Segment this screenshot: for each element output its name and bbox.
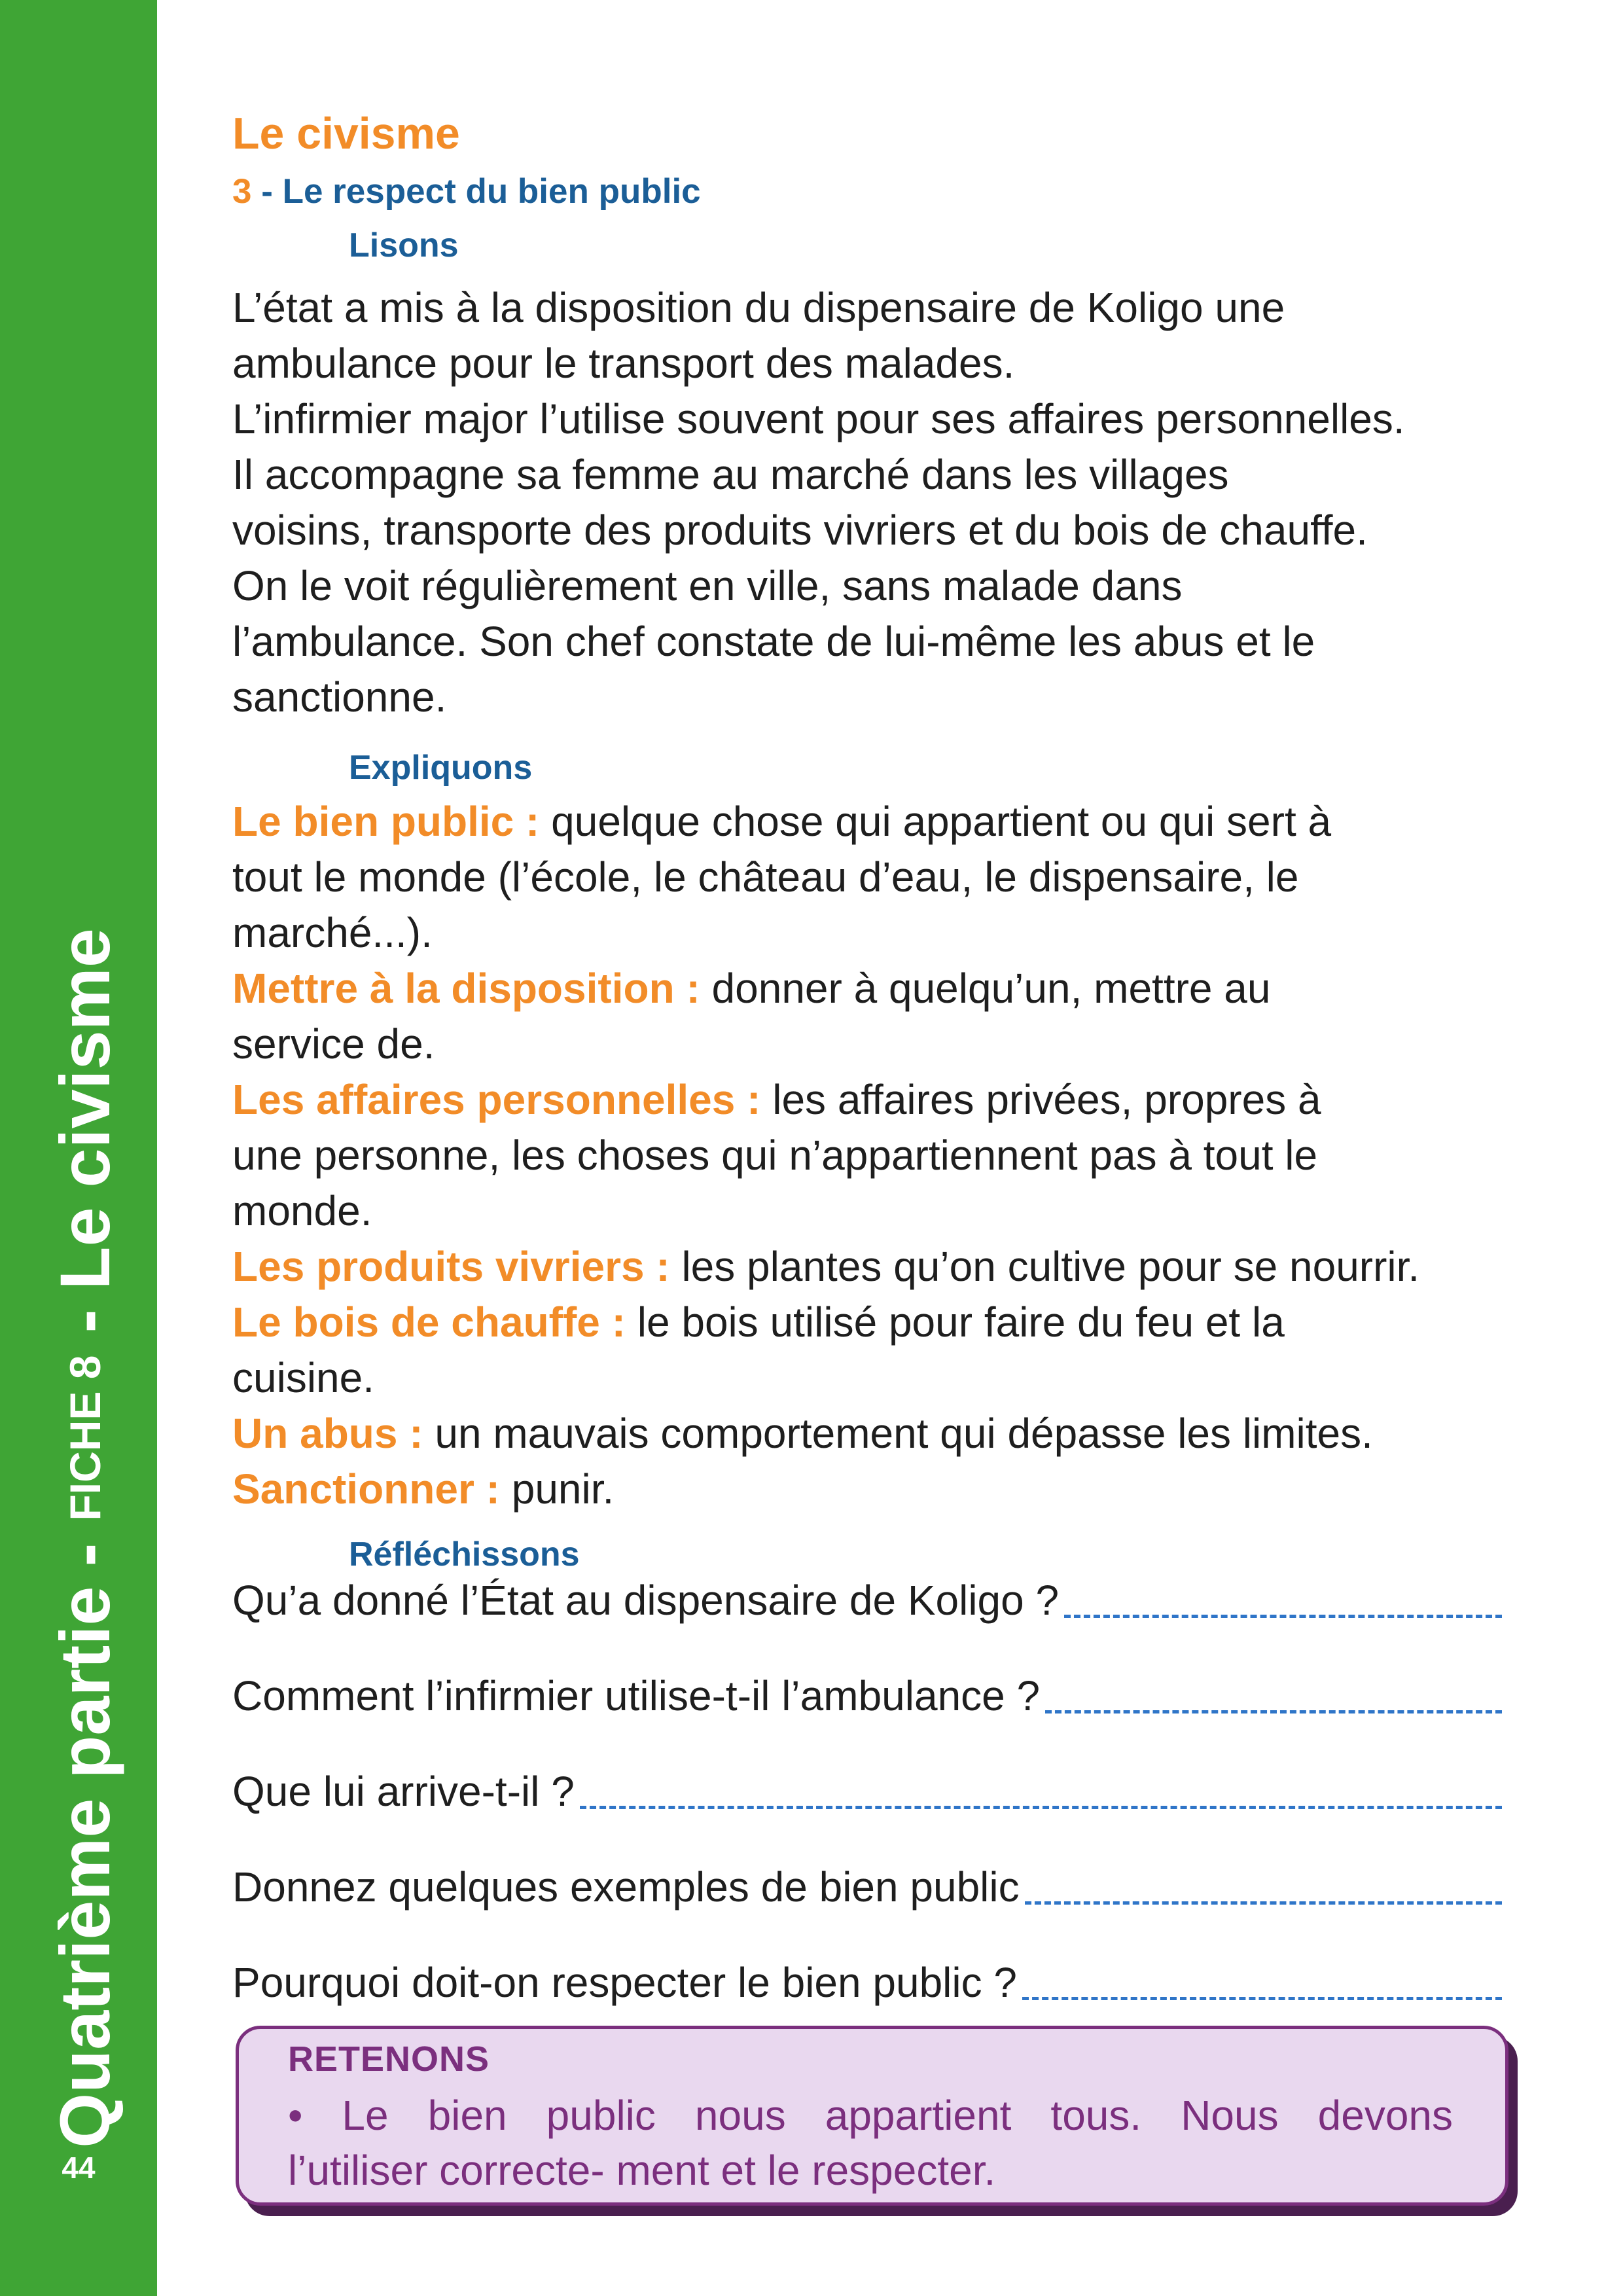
lesson-number: 3 xyxy=(232,172,252,211)
answer-line[interactable] xyxy=(1025,1901,1502,1905)
definition-text: les plantes qu’on cultive pour se nourrir. xyxy=(669,1243,1420,1290)
definition-text: le bois utilisé pour faire du feu et la xyxy=(625,1299,1285,1346)
definition-term: Le bois de chauffe : xyxy=(232,1299,626,1346)
definition-line xyxy=(232,1350,1515,1406)
expliquons-heading: Expliquons xyxy=(349,749,533,787)
lisons-line: On le voit régulièrement en ville, sans malade dans xyxy=(232,562,1183,609)
definition-text: punir. xyxy=(499,1465,615,1513)
retenons-line: • Le bien public nous appartient tous. Nous devons xyxy=(288,2092,1453,2139)
question-text: Que lui arrive-t-il ? xyxy=(232,1768,575,1815)
definition-line xyxy=(232,1295,1515,1350)
definition-line xyxy=(232,1072,1515,1128)
question-text: Qu’a donné l’État au dispensaire de Koligo ? xyxy=(232,1577,1060,1624)
answer-line[interactable] xyxy=(580,1805,1502,1809)
definition-term: Les produits vivriers : xyxy=(232,1243,670,1290)
page-title: Le civisme xyxy=(232,109,460,158)
sidebar-part: Quatrième partie - xyxy=(45,1543,124,2148)
lesson-title xyxy=(232,171,701,211)
definition-line xyxy=(232,1406,1515,1462)
definition-text: donner à quelqu’un, mettre au xyxy=(700,965,1271,1012)
sidebar-fiche: FICHE 8 xyxy=(61,1355,109,1521)
question-row xyxy=(232,1958,1502,2007)
retenons-box xyxy=(236,2026,1508,2206)
answer-line[interactable] xyxy=(1022,1996,1502,2000)
definition-line xyxy=(232,1016,1515,1072)
lisons-line: Il accompagne sa femme au marché dans les villages xyxy=(232,451,1229,498)
definition-text: quelque chose qui appartient ou qui sert à xyxy=(539,798,1332,845)
lisons-heading: Lisons xyxy=(349,226,459,264)
definition-text: tout le monde (l’école, le château d’eau, le dispensaire, le xyxy=(232,853,1299,901)
question-row xyxy=(232,1672,1502,1720)
lisons-line: L’état a mis à la disposition du dispensaire de Koligo une xyxy=(232,284,1285,331)
definition-text: marché...). xyxy=(232,909,433,956)
sidebar-title xyxy=(20,928,151,2148)
sidebar-theme: Le civisme xyxy=(45,928,124,1290)
lisons-line: sanctionne. xyxy=(232,673,447,721)
definition-text: service de. xyxy=(232,1020,435,1067)
lesson-title-text: - Le respect du bien public xyxy=(261,172,701,211)
definition-term: Les affaires personnelles : xyxy=(232,1076,761,1123)
question-row xyxy=(232,1863,1502,1911)
definition-text: monde. xyxy=(232,1187,372,1234)
answer-line[interactable] xyxy=(1045,1710,1502,1713)
question-text: Comment l’infirmier utilise-t-il l’ambulance ? xyxy=(232,1672,1041,1719)
lisons-line: L’infirmier major l’utilise souvent pour ses affaires personnelles. xyxy=(232,395,1405,442)
definition-line xyxy=(232,961,1515,1016)
definition-line xyxy=(232,1183,1515,1239)
expliquons-text xyxy=(232,794,1515,1517)
question-text: Pourquoi doit-on respecter le bien public ? xyxy=(232,1959,1017,2006)
question-text: Donnez quelques exemples de bien public xyxy=(232,1863,1020,1910)
question-row xyxy=(232,1767,1502,1816)
answer-line[interactable] xyxy=(1064,1614,1502,1618)
sidebar xyxy=(0,0,157,2296)
definition-line xyxy=(232,794,1515,850)
lisons-line: l’ambulance. Son chef constate de lui-même les abus et le xyxy=(232,618,1315,665)
definition-line xyxy=(232,1128,1515,1183)
question-row xyxy=(232,1576,1502,1624)
lisons-line: voisins, transporte des produits vivriers et du bois de chauffe. xyxy=(232,507,1368,554)
retenons-text xyxy=(288,2088,1453,2198)
page-number: 44 xyxy=(62,2151,96,2185)
definition-text: les affaires privées, propres à xyxy=(760,1076,1321,1123)
definition-term: Un abus : xyxy=(232,1410,423,1457)
definition-line xyxy=(232,1239,1515,1295)
retenons-title: RETENONS xyxy=(288,2039,490,2079)
definition-line xyxy=(232,905,1515,961)
definition-text: cuisine. xyxy=(232,1354,374,1401)
definition-text: un mauvais comportement qui dépasse les limites. xyxy=(423,1410,1373,1457)
definition-term: Le bien public : xyxy=(232,798,540,845)
lisons-line: ambulance pour le transport des malades. xyxy=(232,340,1015,387)
definition-term: Mettre à la disposition : xyxy=(232,965,700,1012)
retenons-line: l’utiliser correcte- ment et le respecter. xyxy=(288,2147,996,2194)
definition-term: Sanctionner : xyxy=(232,1465,500,1513)
lisons-text xyxy=(232,280,1515,725)
definition-line xyxy=(232,850,1515,905)
definition-text: une personne, les choses qui n’appartiennent pas à tout le xyxy=(232,1132,1318,1179)
definition-line xyxy=(232,1462,1515,1517)
sidebar-dash: - xyxy=(45,1309,124,1333)
reflechissons-heading: Réfléchissons xyxy=(349,1535,580,1573)
